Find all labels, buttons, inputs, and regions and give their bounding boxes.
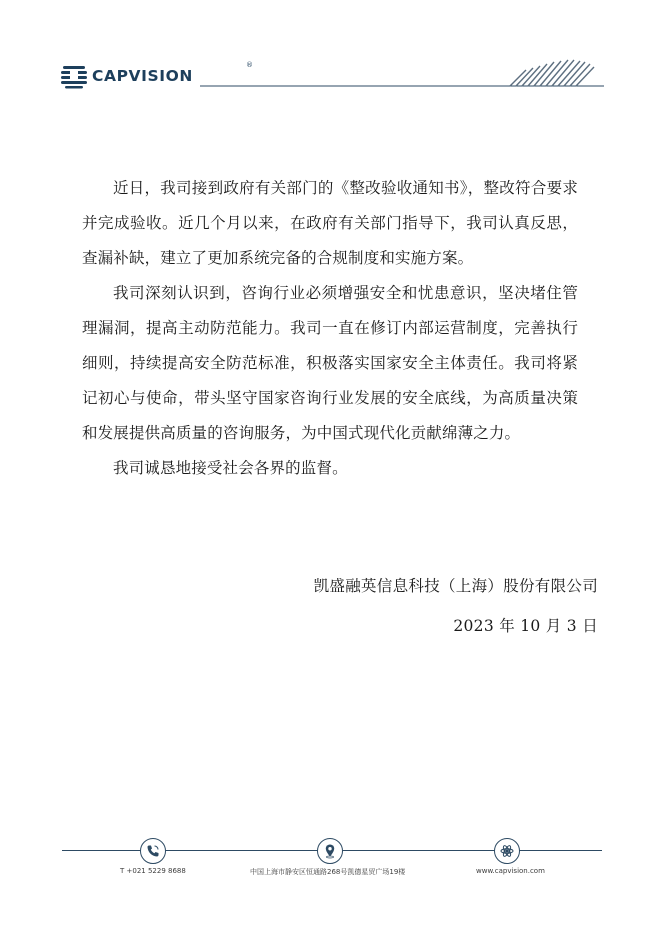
footer-website[interactable]: www.capvision.com (476, 867, 545, 875)
registered-mark: ® (246, 61, 253, 69)
footer-address: 中国上海市静安区恒通路268号凯德星贸广场19楼 (250, 868, 406, 876)
paragraph: 近日，我司接到政府有关部门的《整改验收通知书》，整改符合要求并完成验收。近几个月以来，在政府有关部门指导下，我司认真反思，查漏补缺，建立了更加系统完备的合规制度和实施方案。 (82, 179, 578, 267)
header-rule-decoration (200, 56, 604, 90)
location-pin-icon (317, 838, 343, 864)
signature-block (314, 566, 598, 646)
letter-date: 2023 年 10 月 3 日 (453, 617, 598, 635)
capvision-logo-icon (60, 62, 88, 90)
footer-phone: T +021 5229 8688 (120, 867, 186, 875)
letter-body (82, 171, 578, 486)
logo-wordmark: CAPVISION (92, 67, 193, 85)
phone-icon (140, 838, 166, 864)
paragraph: 我司深刻认识到，咨询行业必须增强安全和忧患意识，坚决堵住管理漏洞，提高主动防范能力。我司一直在修订内部运营制度，完善执行细则，持续提高安全防范标准，积极落实国家安全主体责任。我司将紧记初心与使命，带头坚守国家咨询行业发展的安全底线，为高质量决策和发展提供高质量的咨询服务，为中国式现代化贡献绵薄之力。 (82, 284, 578, 442)
letterhead (0, 0, 660, 110)
paragraph: 我司诚恳地接受社会各界的监督。 (113, 459, 348, 477)
globe-atom-icon (494, 838, 520, 864)
company-name: 凯盛融英信息科技（上海）股份有限公司 (313, 577, 598, 595)
footer (0, 830, 660, 890)
